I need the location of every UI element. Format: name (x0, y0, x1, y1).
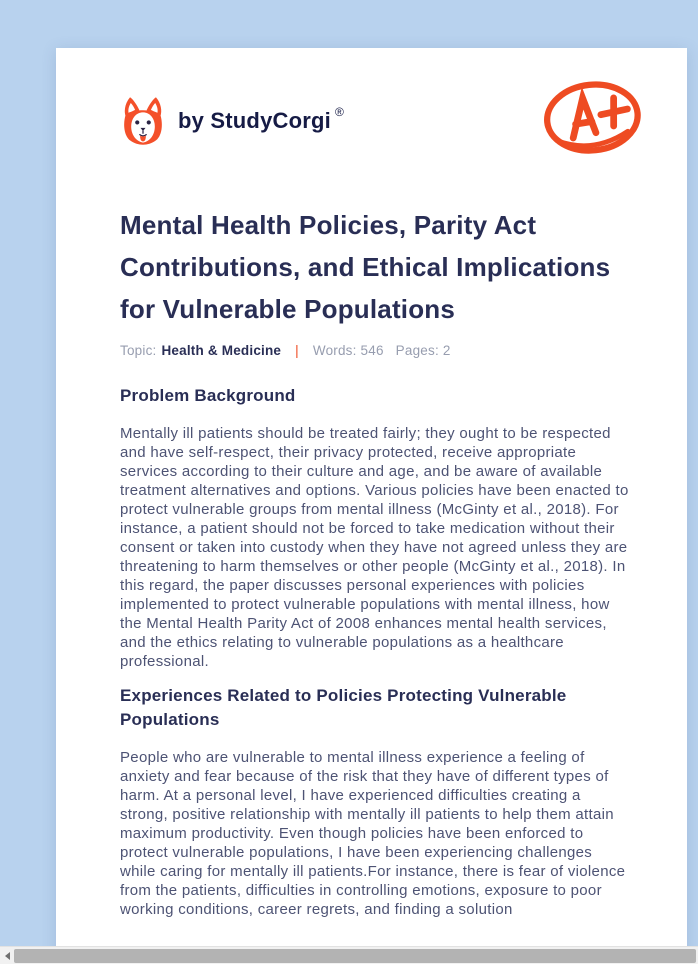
brand (120, 75, 344, 149)
section-body: People who are vulnerable to mental illness experience a feeling of anxiety and fear because of the risk that they have of different types of harm. At a personal level, I have experienced difficulties creating a strong, positive relationship with mentally ill patients to help them attain maximum productivity. Even though policies have been enforced to protect vulnerable populations, I have been experiencing challenges while caring for mentally ill patients.For instance, there is fear of violence from the patients, difficulties in controlling emotions, exposure to poor working conditions, career regrets, and finding a solution (120, 749, 626, 918)
word-count: Words: 546 (312, 343, 384, 358)
horizontal-scrollbar[interactable] (0, 946, 698, 964)
brand-byline: by StudyCorgi (178, 108, 331, 133)
corgi-logo-icon (120, 93, 166, 149)
section-experiences (120, 684, 630, 919)
page-title: Mental Health Policies, Parity Act Contributions, and Ethical Implications for Vulnerable Populations (120, 210, 611, 324)
scrollbar-thumb[interactable] (14, 949, 696, 963)
topic-label: Topic: (120, 343, 157, 358)
document-header (120, 75, 630, 160)
scrollbar-left-arrow-icon[interactable] (0, 947, 14, 964)
a-plus-badge-icon (539, 77, 646, 160)
page-count: Pages: 2 (395, 343, 451, 358)
section-heading: Problem Background (120, 386, 296, 405)
section-problem-background (120, 384, 630, 671)
document-card (56, 48, 687, 964)
registered-trademark-symbol: ® (334, 105, 344, 119)
meta-separator: | (295, 343, 299, 358)
section-body: Mentally ill patients should be treated fairly; they ought to be respected and have self-respect, their privacy protected, receive appropriate services according to their culture and age, and be aware of available treatment alternatives and options. Various policies have been enacted to protect vulnerable groups from mental illness (McGinty et al., 2018). For instance, a patient should not be forced to take medication without their consent or taken into custody when they have not agreed unless they are threatening to harm themselves or other people (McGinty et al., 2018). In this regard, the paper discusses personal experiences with policies implemented to protect vulnerable populations with mental illness, how the Mental Health Parity Act of 2008 enhances mental health services, and the ethics relating to vulnerable populations as a healthcare professional. (120, 425, 629, 670)
section-heading: Experiences Related to Policies Protecting Vulnerable Populations (120, 686, 567, 729)
topic-value: Health & Medicine (161, 343, 282, 358)
article-meta (120, 343, 630, 358)
